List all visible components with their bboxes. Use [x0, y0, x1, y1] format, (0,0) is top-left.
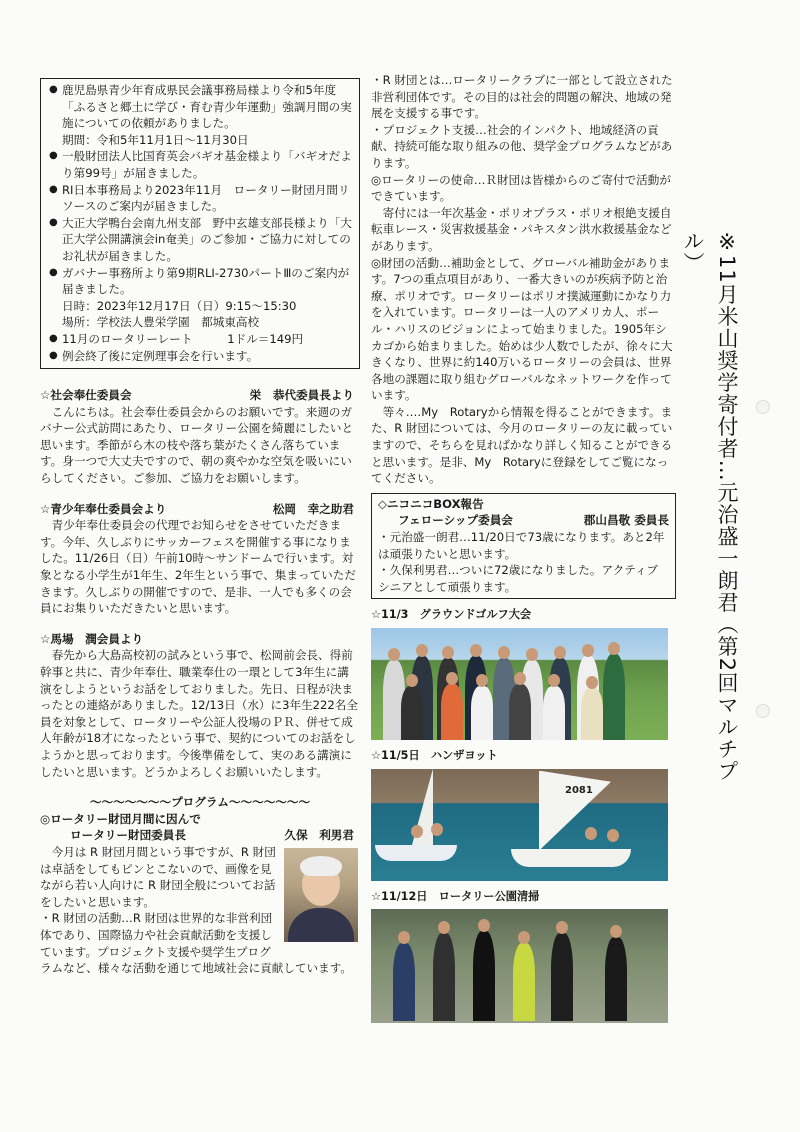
person-head	[608, 642, 620, 655]
person-head	[554, 646, 566, 659]
person-figure	[473, 931, 495, 1021]
talk-paragraph: ◎ロータリーの使命…Ｒ財団は皆様からのご寄付で活動ができています。	[371, 172, 671, 204]
person-head	[518, 931, 530, 944]
nico-entry: ・元治盛一朗君…11/20日で73歳になります。あと2年は頑張りたいと思います。	[378, 530, 665, 561]
report-heading	[40, 501, 360, 518]
person-head	[610, 925, 622, 938]
person-figure	[401, 686, 423, 740]
person-head	[582, 644, 594, 657]
person-head	[388, 648, 400, 661]
notice-item: ● 鹿児島県青少年育成県民会議事務局様より令和5年度「ふるさと郷土に学び・育む青少年運動」強調月間の実施についての依頼がありました。	[49, 82, 353, 132]
binder-hole	[756, 400, 770, 414]
notice-item: ● RI日本事務局より2023年11月 ロータリー財団月間リソースのご案内が届きました。	[49, 182, 353, 215]
report-title: ☆社会奉仕委員会	[40, 388, 132, 403]
person-head	[586, 676, 598, 689]
talk-paragraph: 寄付には一年次基金・ポリオプラス・ポリオ根絶支援自転車レース・災害救援基金・パキスタン洪水救援基金などがあります。	[371, 205, 672, 253]
notice-detail: 期間：令和5年11月1日〜11月30日	[62, 132, 249, 147]
ground-golf-photo	[371, 628, 668, 740]
committee-report	[40, 631, 360, 780]
sail-number: 2081	[565, 784, 593, 796]
report-body: 青少年奉仕委員会の代理でお知らせをさせていただきます。今年、久しぶりにサッカーフェスを開催する事になりました。11/26日（日）午前10時〜サンドームで行います。対象となる小学生が1年生、2年生という事で、集まっていただきます。久しぶりの開催ですので、是非、一人でも多くの会員にお集りいただきたいと思います。	[40, 518, 356, 616]
person-head	[556, 921, 568, 934]
person-head	[514, 672, 526, 685]
person-head	[416, 644, 428, 657]
person-figure	[603, 654, 625, 740]
right-column	[371, 72, 676, 1023]
person-head	[478, 919, 490, 932]
report-body: こんにちは。社会奉仕委員会からのお願いです。来週のガバナー公式訪問にあたり、ロータリー公園を綺麗にしたいと思います。季節がら木の枝や落ち葉がたくさん落ちています。身一つで大丈夫ですので、朝の爽やかな空気を吸いにいらしてください。ご参加、ご協力をお願いします。	[40, 404, 354, 486]
binder-hole	[756, 704, 770, 718]
person-figure	[581, 688, 603, 740]
speaker-name: 久保 利男君	[284, 828, 354, 843]
person-head	[498, 646, 510, 659]
nico-entry: ・久保利男君…ついに72歳になりました。アクティブシニアとして頑張ります。	[378, 563, 659, 594]
program-paragraph: ・R 財団の活動…R 財団は世界的な非営利団体であり、国際協力や社会貢献活動を支援しています。プロジェクト支援や奨学生プログラムなど、様々な活動を通じて地域社会に貢献しています。	[40, 911, 352, 976]
person-figure	[441, 684, 463, 740]
program-title: 〜〜〜〜〜〜〜プログラム〜〜〜〜〜〜〜	[89, 795, 311, 810]
photo-caption: ☆11/3 グラウンドゴルフ大会	[371, 608, 532, 622]
program-speaker	[40, 827, 360, 844]
notice-item: ● ガバナー事務所より第9期RLI-2730パートⅢのご案内が届きました。	[49, 265, 353, 298]
person-figure	[433, 933, 455, 1021]
talk-paragraph: ・R 財団とは…ロータリークラブに一部として設立された非営利団体です。その目的は社会的問題の解決、地域の発展を支援する事です。	[371, 73, 673, 121]
report-title: ☆青少年奉仕委員会より	[40, 501, 167, 516]
person-head	[398, 931, 410, 944]
program-paragraph: 今月は R 財団月間という事ですが、R 財団は卓話をしてもピンとこないので、画像を見ながら若い人向けに R 財団全般についてお話をしたいと思います。	[40, 844, 276, 909]
left-column	[40, 78, 360, 977]
nico-name: 郡山昌敬 委員長	[583, 513, 669, 528]
program-heading: ◎ロータリー財団月間に因んで	[40, 811, 201, 826]
person-head	[442, 646, 454, 659]
person-head	[438, 921, 450, 934]
notice-box	[40, 78, 360, 369]
person-head	[446, 672, 458, 685]
committee-report	[40, 387, 360, 487]
person-head	[470, 644, 482, 657]
person-figure	[551, 933, 573, 1021]
nico-title: ◇ニコニコBOX報告	[378, 496, 484, 511]
photo-caption: ☆11/5日 ハンザヨット	[371, 749, 498, 762]
notice-item: ● 一般財団法人比国育英会バギオ基金様より「バギオだより第99号」が届きました。	[49, 148, 353, 181]
nico-role: フェローシップ委員会	[398, 513, 513, 528]
person-figure	[543, 686, 565, 740]
report-body: 春先から大島高校初の試みという事で、松岡前会長、得前幹事と共に、青少年奉仕、職業奉仕の一環として3年生に講演をしようというお話をしておりました。先日、日程が決まったとの連絡がありました。12/13日（水）に3年生222名全員を対象として、ロータリーや公証人役場のＰＲ、併せて成人年齢が18才になったという事で、契約についてのお話をしようかと思っております。今後準備をして、実のある講演にしたいと思います。どうかよろしくお願いいたします。	[40, 648, 358, 779]
report-heading	[40, 631, 360, 648]
notice-detail: 日時：2023年12月17日（日）9:15〜15:30	[62, 298, 297, 313]
person-head	[526, 648, 538, 661]
speaker-role: ロータリー財団委員長	[70, 828, 186, 843]
person-head	[476, 674, 488, 687]
program-body	[40, 844, 360, 977]
person-head	[548, 674, 560, 687]
person-head	[406, 674, 418, 687]
notice-item: ● 例会終了後に定例理事会を行います。	[49, 348, 353, 365]
report-title: ☆馬場 潤会員より	[40, 631, 144, 646]
nico-committee	[378, 512, 669, 529]
report-author: 松岡 幸之助君	[272, 501, 354, 516]
park-cleanup-photo	[371, 909, 668, 1023]
person-figure	[471, 686, 493, 740]
notice-detail: 場所：学校法人豊栄学園 都城東高校	[62, 315, 260, 330]
talk-paragraph: ◎財団の活動…補助金として、グローバル補助金があります。7つの重点項目があり、一番大きいのが疾病予防と治療、ポリオです。ロータリーはポリオ撲滅運動にかなり力を入れています。ロータリーは一人のアメリカ人、ポール・ハリスのビジョンによって始まりました。1905年シカゴから始まりました。始めは少人数でしたが、徐々に大きくなり、世界に約140万いるロータリーの会員は、世界各地の課題に取り組むグローバルなネットワークを作っています。	[371, 255, 673, 403]
report-heading	[40, 387, 360, 404]
yoneyama-donor-note: ※11月米山奨学寄付者…元治盛一朗君（第2回マルチプル）	[681, 230, 739, 783]
yacht-photo	[371, 769, 668, 881]
nikoniko-box-report	[371, 493, 676, 600]
notice-item: ● 11月のロータリーレート 1ドル＝149円	[49, 331, 353, 348]
committee-report	[40, 501, 360, 617]
notice-item: ● 大正大学鴨台会南九州支部 野中玄雄支部長様より「大正大学公開講演会in奄美」のご参加・ご協力に対してのお礼状が届きました。	[49, 215, 353, 265]
report-author: 栄 恭代委員長より	[249, 388, 354, 403]
person-figure	[509, 684, 531, 740]
talk-paragraph: ・プロジェクト支援…社会的インパクト、地域経済の貢献、持続可能な取り組みの他、奨学金プログラムなどがあります。	[371, 122, 673, 170]
person-figure	[513, 943, 535, 1021]
person-figure	[605, 937, 627, 1021]
speaker-photo	[284, 848, 358, 942]
person-figure	[393, 943, 415, 1021]
photo-caption: ☆11/12日 ロータリー公園清掃	[371, 889, 540, 903]
talk-paragraph: 等々‥‥My Rotaryから情報を得ることができます。また、R 財団については、今月のロータリーの友に載っていますので、そちらを見ればかなり詳しく知ることができると思います。是非、My Rotaryに登録をしてご覧になってください。	[371, 404, 673, 486]
